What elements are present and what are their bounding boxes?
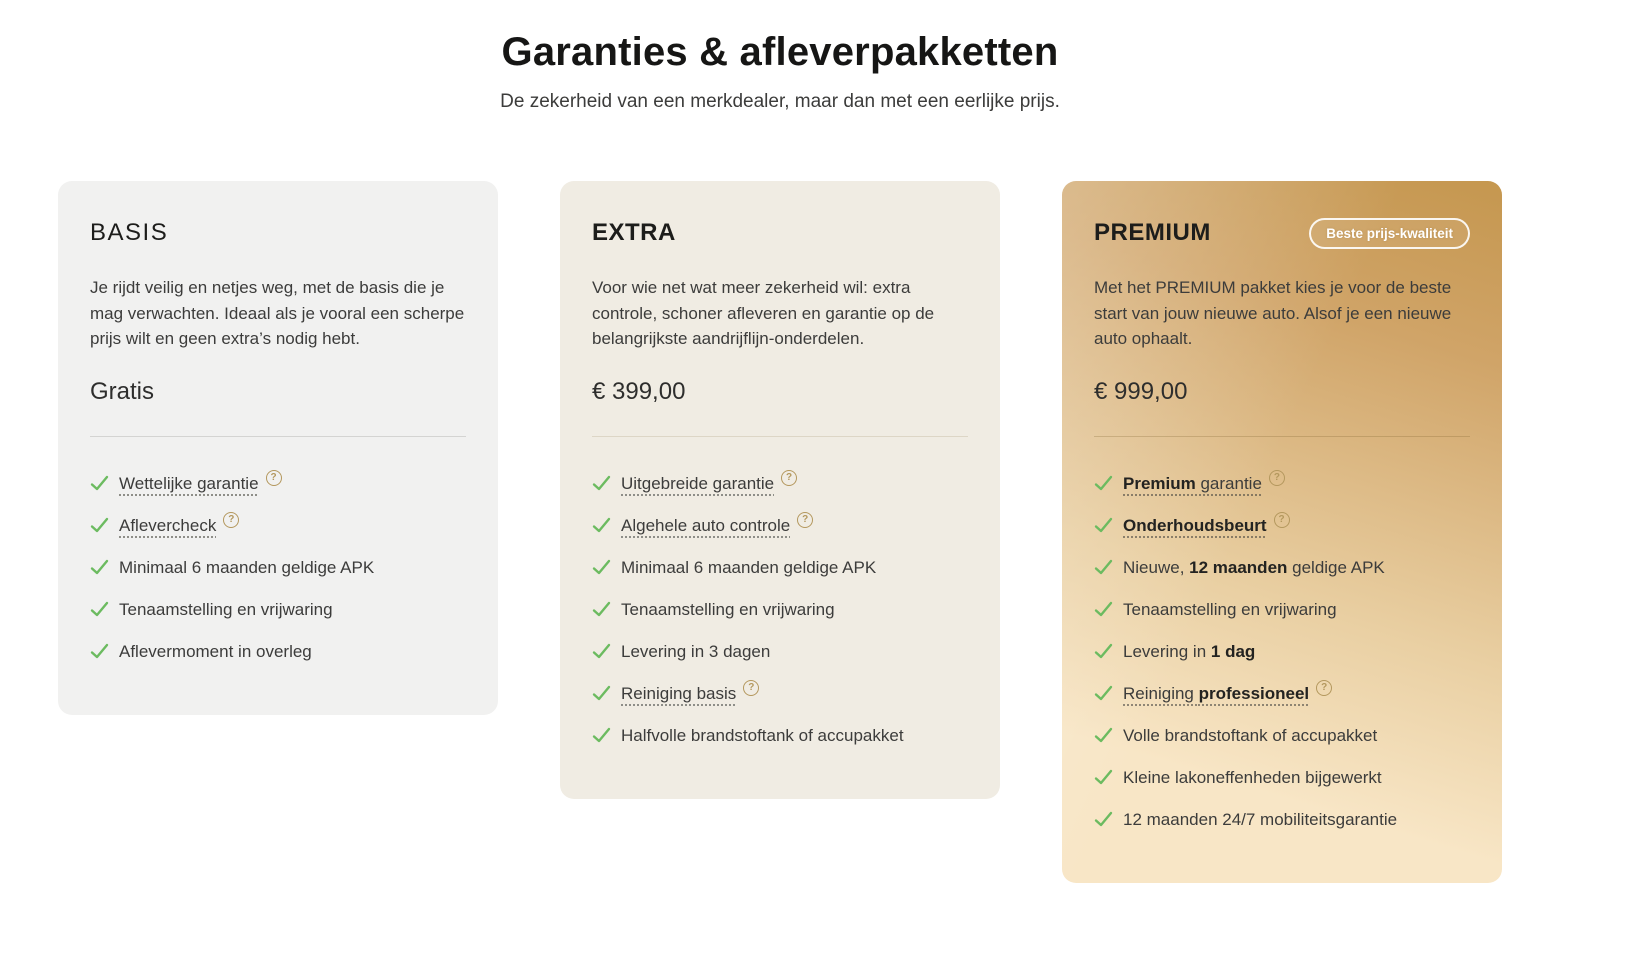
feature-item xyxy=(592,589,968,631)
feature-label: Tenaamstelling en vrijwaring xyxy=(1123,599,1337,619)
package-card-head xyxy=(1094,217,1470,249)
package-card-head xyxy=(90,217,466,249)
check-icon xyxy=(1094,684,1113,703)
help-icon[interactable]: ? xyxy=(1316,680,1332,696)
feature-item xyxy=(90,631,466,673)
feature-label: Halfvolle brandstoftank of accupakket xyxy=(621,725,904,745)
check-icon xyxy=(90,516,109,535)
check-icon xyxy=(90,642,109,661)
tooltip-term[interactable]: Premium garantie xyxy=(1123,473,1262,493)
feature-item xyxy=(90,589,466,631)
tooltip-term[interactable]: Onderhoudsbeurt xyxy=(1123,515,1267,535)
feature-label: Tenaamstelling en vrijwaring xyxy=(621,599,835,619)
feature-label: Levering in 3 dagen xyxy=(621,641,771,661)
feature-item xyxy=(90,505,466,547)
feature-item xyxy=(90,463,466,505)
check-icon xyxy=(1094,642,1113,661)
package-price: € 399,00 xyxy=(592,377,686,405)
package-price: € 999,00 xyxy=(1094,377,1188,405)
feature-label: Minimaal 6 maanden geldige APK xyxy=(621,557,877,577)
help-icon[interactable]: ? xyxy=(1274,512,1290,528)
page-header xyxy=(58,30,1502,113)
package-description: Met het PREMIUM pakket kies je voor de beste start van jouw nieuwe auto. Alsof je een nieuwe auto ophaalt. xyxy=(1094,278,1452,348)
feature-item xyxy=(592,715,968,757)
feature-item xyxy=(1094,673,1470,715)
package-card-basis xyxy=(58,181,498,715)
feature-item xyxy=(1094,547,1470,589)
package-card-head xyxy=(592,217,968,249)
package-description: Je rijdt veilig en netjes weg, met de basis die je mag verwachten. Ideaal als je vooral een scherpe prijs wilt en geen extra’s nodig hebt. xyxy=(90,278,465,348)
help-icon[interactable]: ? xyxy=(266,470,282,486)
feature-label: Levering in 1 dag xyxy=(1123,641,1256,661)
feature-item xyxy=(592,463,968,505)
help-icon[interactable]: ? xyxy=(781,470,797,486)
check-icon xyxy=(90,474,109,493)
feature-list xyxy=(90,463,466,673)
check-icon xyxy=(592,558,611,577)
package-title: EXTRA xyxy=(592,219,676,246)
best-value-badge: Beste prijs-kwaliteit xyxy=(1309,218,1470,249)
tooltip-term[interactable]: Reiniging professioneel xyxy=(1123,683,1310,703)
feature-list xyxy=(592,463,968,757)
feature-label: 12 maanden 24/7 mobiliteitsgarantie xyxy=(1123,809,1398,829)
tooltip-term[interactable]: Aflevercheck xyxy=(119,515,217,535)
help-icon[interactable]: ? xyxy=(1269,470,1285,486)
feature-item xyxy=(1094,631,1470,673)
feature-item xyxy=(592,631,968,673)
check-icon xyxy=(1094,726,1113,745)
package-description: Voor wie net wat meer zekerheid wil: extra controle, schoner afleveren en garantie op de belangrijkste aandrijflijn-onderdelen. xyxy=(592,278,935,348)
check-icon xyxy=(592,726,611,745)
check-icon xyxy=(1094,474,1113,493)
feature-label: Volle brandstoftank of accupakket xyxy=(1123,725,1378,745)
feature-item xyxy=(1094,505,1470,547)
feature-item xyxy=(592,673,968,715)
help-icon[interactable]: ? xyxy=(223,512,239,528)
tooltip-term[interactable]: Reiniging basis xyxy=(621,683,737,703)
divider xyxy=(592,436,968,437)
tooltip-term[interactable]: Algehele auto controle xyxy=(621,515,791,535)
feature-label: Nieuwe, 12 maanden geldige APK xyxy=(1123,557,1385,577)
check-icon xyxy=(592,600,611,619)
feature-label: Minimaal 6 maanden geldige APK xyxy=(119,557,375,577)
check-icon xyxy=(90,600,109,619)
feature-label: Aflevermoment in overleg xyxy=(119,641,312,661)
feature-item xyxy=(1094,589,1470,631)
feature-label: Tenaamstelling en vrijwaring xyxy=(119,599,333,619)
check-icon xyxy=(1094,516,1113,535)
check-icon xyxy=(90,558,109,577)
feature-item xyxy=(1094,757,1470,799)
package-price: Gratis xyxy=(90,377,155,405)
feature-item xyxy=(1094,715,1470,757)
feature-item xyxy=(90,547,466,589)
divider xyxy=(1094,436,1470,437)
package-cards-row xyxy=(58,181,1502,883)
check-icon xyxy=(1094,810,1113,829)
check-icon xyxy=(592,642,611,661)
feature-item xyxy=(592,547,968,589)
page-subtitle: De zekerheid van een merkdealer, maar dan met een eerlijke prijs. xyxy=(500,91,1060,112)
check-icon xyxy=(1094,768,1113,787)
check-icon xyxy=(1094,600,1113,619)
package-card-premium xyxy=(1062,181,1502,883)
check-icon xyxy=(592,684,611,703)
check-icon xyxy=(592,474,611,493)
divider xyxy=(90,436,466,437)
feature-label: Kleine lakoneffenheden bijgewerkt xyxy=(1123,767,1382,787)
package-title: PREMIUM xyxy=(1094,219,1211,246)
check-icon xyxy=(592,516,611,535)
feature-item xyxy=(592,505,968,547)
help-icon[interactable]: ? xyxy=(797,512,813,528)
page-title: Garanties & afleverpakketten xyxy=(501,30,1059,74)
package-title: BASIS xyxy=(90,219,169,246)
feature-item xyxy=(1094,463,1470,505)
tooltip-term[interactable]: Uitgebreide garantie xyxy=(621,473,775,493)
feature-list xyxy=(1094,463,1470,841)
help-icon[interactable]: ? xyxy=(743,680,759,696)
tooltip-term[interactable]: Wettelijke garantie xyxy=(119,473,259,493)
package-card-extra xyxy=(560,181,1000,799)
check-icon xyxy=(1094,558,1113,577)
feature-item xyxy=(1094,799,1470,841)
